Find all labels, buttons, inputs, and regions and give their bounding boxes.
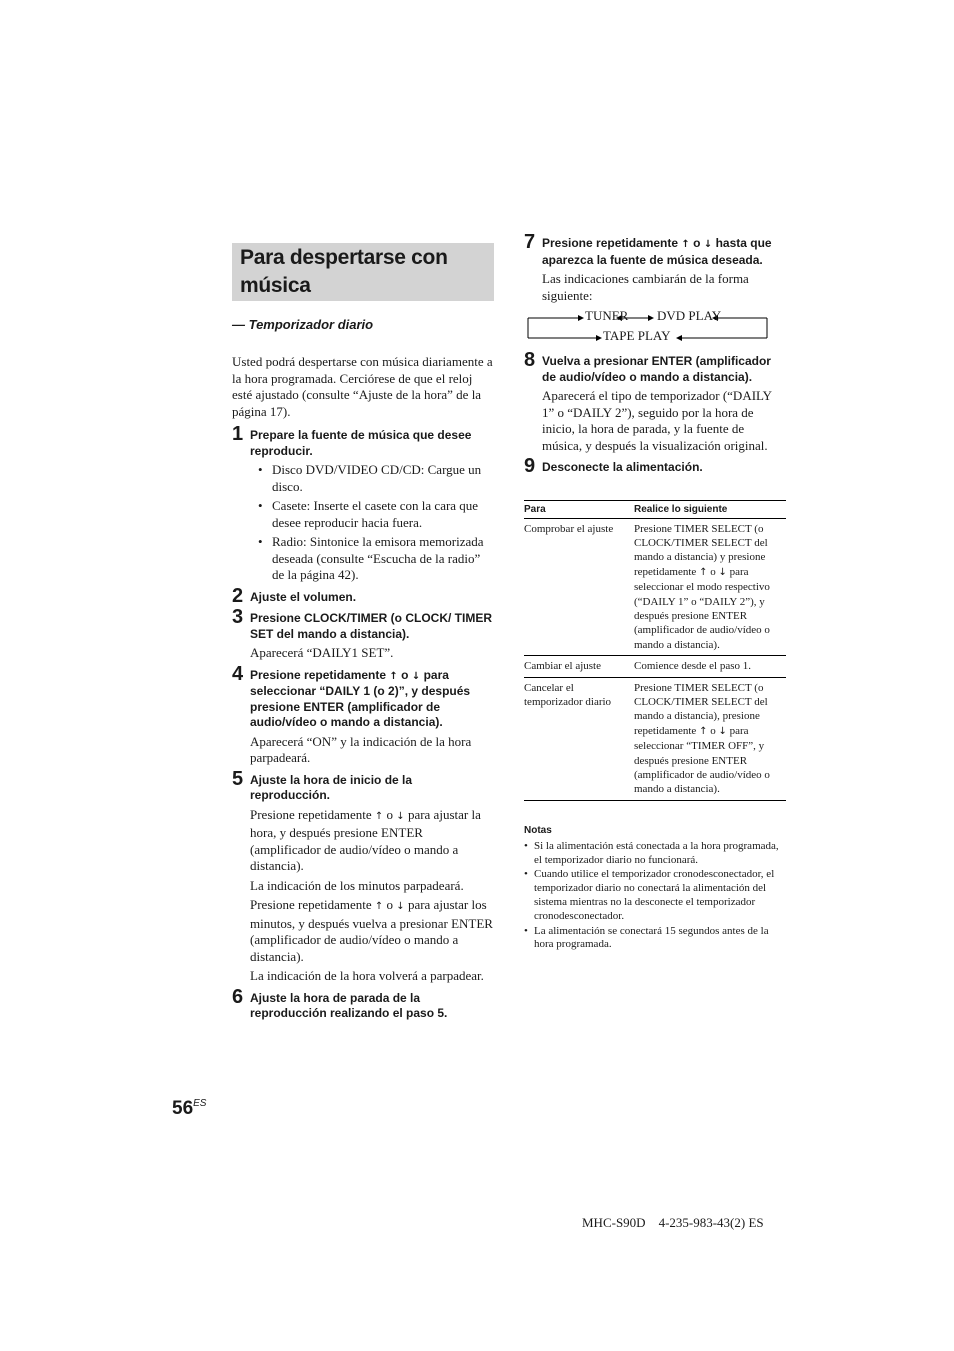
step-number: 6 — [232, 985, 244, 1008]
step-number: 3 — [232, 606, 244, 628]
list-item: • Si la alimentación está conectada a la hora programada, el temporizador diario no funcionará. — [524, 839, 779, 866]
up-arrow-icon: ↑ — [389, 670, 398, 682]
step-heading: Vuelva a presionar ENTER (amplificador de audio/vídeo o mando a distancia). — [542, 354, 771, 384]
step-number: 1 — [232, 423, 244, 445]
cycle-item-dvd: DVD PLAY — [657, 308, 722, 323]
step-number: 7 — [524, 231, 536, 253]
right-column — [524, 231, 786, 953]
step-number: 4 — [232, 662, 244, 685]
list-item: • Radio: Sintonice la emisora memorizada deseada (consulte “Escucha de la radio” de la página 42). — [258, 534, 484, 582]
down-arrow-icon: ↓ — [396, 810, 405, 822]
page-suffix: ES — [193, 1098, 207, 1109]
page-title: Para despertarse con música — [240, 246, 448, 297]
list-item: • Casete: Inserte el casete con la cara que desee reproducir hacia fuera. — [258, 498, 479, 530]
step-number: 5 — [232, 767, 244, 790]
notes-list — [524, 840, 786, 952]
step-6 — [232, 985, 494, 1022]
section-subtitle: — Temporizador diario — [232, 317, 374, 332]
up-arrow-icon: ↑ — [681, 239, 690, 250]
step-heading: Presione CLOCK/TIMER (o CLOCK/ TIMER SET del mando a distancia). — [250, 611, 493, 641]
table-cell: Cancelar el temporizador diario — [524, 677, 634, 800]
step-heading: Ajuste el volumen. — [250, 589, 357, 604]
step-heading: Presione repetidamente ↑ o ↓ para seleccionar “DAILY 1 (o 2)”, y después presione ENTER (amplificador de audio/vídeo o mando a distancia). — [250, 667, 471, 729]
table-row — [524, 656, 786, 677]
down-arrow-icon: ↓ — [718, 566, 727, 578]
step-text: Aparecerá “ON” y la indicación de la hora parpadeará. — [250, 733, 472, 765]
down-arrow-icon: ↓ — [396, 901, 405, 912]
step-3 — [232, 606, 494, 662]
column-header: Realice lo siguiente — [634, 500, 786, 518]
table-header-row — [524, 500, 786, 518]
source-cycle-diagram — [526, 310, 786, 344]
down-arrow-icon: ↓ — [411, 670, 421, 682]
intro-paragraph: Usted podrá despertarse con música diariamente a la hora programada. Cerciórese de que el reloj esté ajustado (consulte “Ajuste de la hora” de la página 17). — [232, 354, 493, 419]
step-text: Aparecerá “DAILY1 SET”. — [250, 645, 394, 660]
notes-heading: Notas — [524, 824, 552, 836]
table-cell: Comprobar el ajuste — [524, 518, 634, 656]
table-cell: Presione TIMER SELECT (o CLOCK/TIMER SELECT del mando a distancia) y presione repetidamente ↑ o ↓ para seleccionar el modo respectivo (“DAILY 1” o “DAILY 2”), y después presione ENTER (amplificador de audio/vídeo o mando a distancia). — [634, 518, 786, 656]
step-text: Presione repetidamente ↑ o ↓ para ajustar la hora, y después presione ENTER (amplificador de audio/vídeo o mando a distancia). — [250, 806, 481, 873]
step-1 — [232, 423, 494, 584]
step-2 — [232, 584, 494, 607]
step-text: Aparecerá el tipo de temporizador (“DAILY 1” o “DAILY 2”), seguido por la hora de inicio, la hora de parada, y la fuente de música, y después la visualización original. — [542, 388, 772, 453]
down-arrow-icon: ↓ — [718, 725, 727, 737]
timer-options-table — [524, 500, 786, 801]
step-number: 9 — [524, 455, 536, 477]
step-text: La indicación de los minutos parpadeará. — [250, 877, 464, 893]
step-9 — [524, 455, 786, 477]
left-column — [232, 243, 494, 1022]
list-item: • Cuando utilice el temporizador cronodesconectador, el temporizador diario no conectará la alimentación del sistema mientras no la desconecte el temporizador cronodesconectador. — [524, 868, 775, 922]
step-heading: Prepare la fuente de música que desee reproducir. — [250, 428, 472, 458]
step-8 — [524, 349, 786, 454]
footer-code: MHC-S90D 4-235-983-43(2) ES — [582, 1215, 764, 1230]
down-arrow-icon: ↓ — [703, 239, 713, 250]
table-cell: Presione TIMER SELECT (o CLOCK/TIMER SELECT del mando a distancia), presione repetidamente ↑ o ↓ para seleccionar “TIMER OFF”, y después presione ENTER (amplificador de audio/vídeo o mando a distancia). — [634, 677, 786, 800]
cycle-item-tape: TAPE PLAY — [603, 328, 671, 343]
step-heading: Desconecte la alimentación. — [542, 460, 703, 474]
up-arrow-icon: ↑ — [699, 725, 708, 737]
step-number: 2 — [232, 584, 244, 607]
step-text: Las indicaciones cambiarán de la forma siguiente: — [542, 271, 749, 303]
step-heading: Ajuste la hora de inicio de la reproducción. — [250, 772, 413, 802]
section-title-box — [232, 243, 494, 301]
up-arrow-icon: ↑ — [374, 810, 384, 822]
step-5 — [232, 767, 494, 985]
table-row — [524, 518, 786, 656]
table-row — [524, 677, 786, 800]
page-number: $56^{ES}$ — [172, 1098, 207, 1119]
up-arrow-icon: ↑ — [699, 566, 708, 578]
step-heading: Presione repetidamente ↑ o ↓ hasta que aparezca la fuente de música deseada. — [542, 236, 772, 267]
cycle-item-tuner: TUNER — [585, 308, 629, 323]
list-item: • Disco DVD/VIDEO CD/CD: Cargue un disco. — [258, 462, 482, 494]
up-arrow-icon: ↑ — [374, 901, 384, 912]
step-heading: Ajuste la hora de parada de la reproducción realizando el paso 5. — [250, 990, 448, 1020]
table-cell: Comience desde el paso 1. — [634, 656, 786, 677]
step-text: La indicación de la hora volverá a parpadear. — [250, 968, 484, 983]
step-number: 8 — [524, 349, 536, 371]
list-item: • La alimentación se conectará 15 segundos antes de la hora programada. — [524, 924, 769, 951]
table-cell: Cambiar el ajuste — [524, 656, 634, 677]
source-list — [250, 462, 494, 584]
step-text: Presione repetidamente ↑ o ↓ para ajustar los minutos, y después vuelva a presionar ENTER (amplificador de audio/vídeo o mando a distancia). — [250, 897, 493, 964]
step-7 — [524, 231, 786, 304]
notes-section — [524, 825, 786, 952]
column-header: Para — [524, 500, 634, 518]
step-4 — [232, 662, 494, 767]
